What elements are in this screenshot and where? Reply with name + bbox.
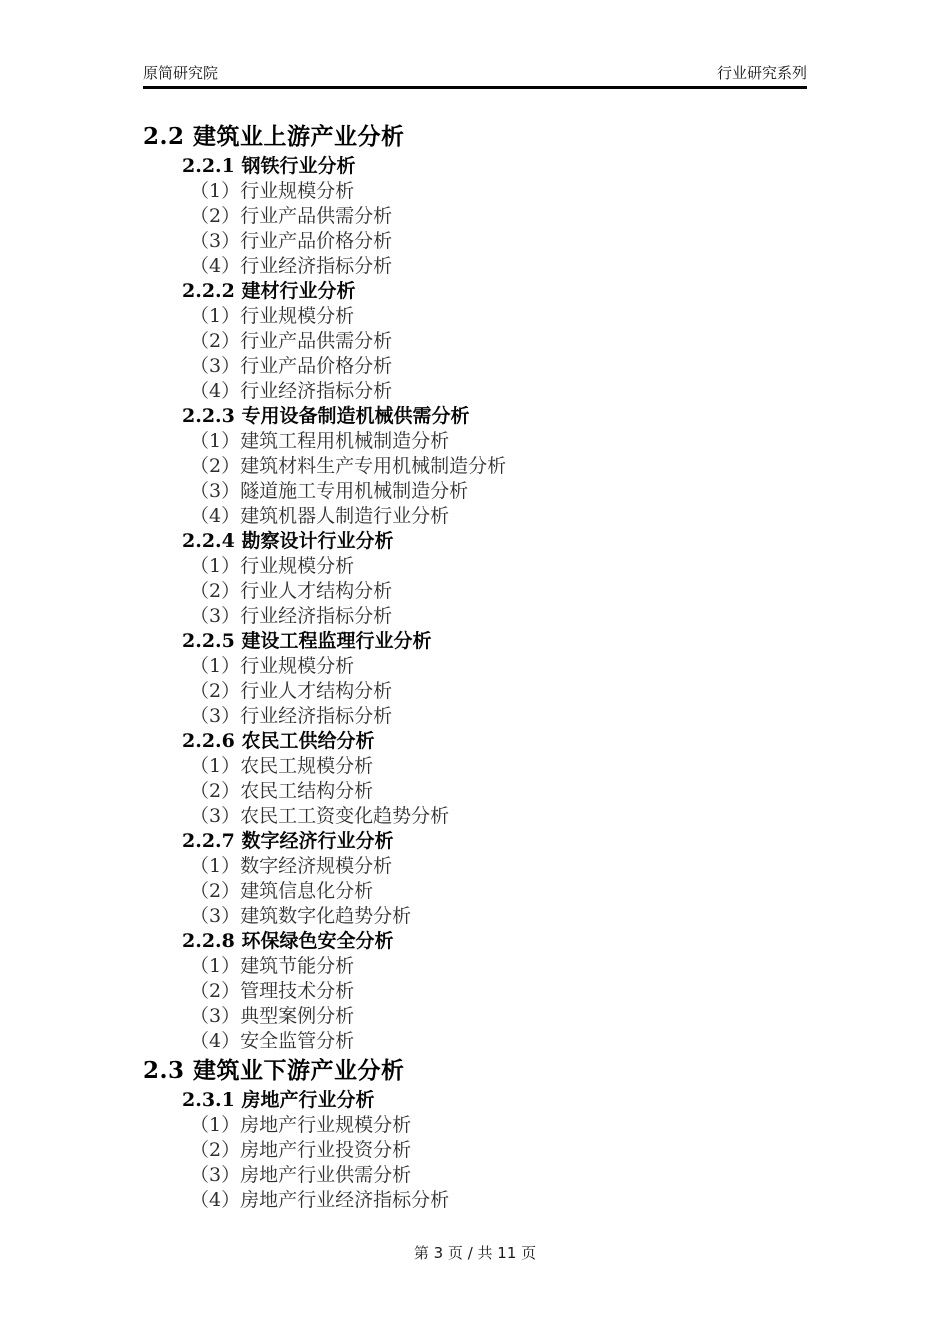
toc-entry-item: （1）行业规模分析 [190,655,355,677]
toc-entry-item: （2）建筑信息化分析 [190,880,374,902]
toc-entry-h1: 2.2 建筑业上游产业分析 [143,123,405,150]
toc-entry-item: （3）隧道施工专用机械制造分析 [190,480,469,502]
toc-entry-item: （3）典型案例分析 [190,1005,355,1027]
toc-entry-h2: 2.2.5 建设工程监理行业分析 [182,630,432,652]
toc-entry-item: （1）行业规模分析 [190,555,355,577]
page-number-label: 第 3 页 / 共 11 页 [413,1244,537,1262]
toc-entry-item: （3）行业经济指标分析 [190,705,393,727]
toc-entry-item: （1）建筑工程用机械制造分析 [190,430,450,452]
toc-entry-item: （3）建筑数字化趋势分析 [190,905,412,927]
toc-entry-h2: 2.2.4 勘察设计行业分析 [182,530,394,552]
toc-entry-item: （2）农民工结构分析 [190,780,374,802]
header-series-label: 行业研究系列 [716,64,807,82]
toc-entry-item: （3）农民工工资变化趋势分析 [190,805,450,827]
toc-entry-item: （1）房地产行业规模分析 [190,1114,412,1136]
toc-entry-item: （1）行业规模分析 [190,180,355,202]
toc-entry-item: （3）行业产品价格分析 [190,230,393,252]
toc-entry-item: （1）行业规模分析 [190,305,355,327]
toc-entry-item: （2）行业产品供需分析 [190,330,393,352]
toc-entry-item: （2）行业产品供需分析 [190,205,393,227]
toc-entry-item: （2）行业人才结构分析 [190,680,393,702]
toc-entry-h2: 2.2.1 钢铁行业分析 [182,155,356,177]
toc-entry-h2: 2.2.2 建材行业分析 [182,280,356,302]
toc-entry-h1: 2.3 建筑业下游产业分析 [143,1057,405,1084]
toc-entry-h2: 2.2.8 环保绿色安全分析 [182,930,394,952]
table-of-contents [143,120,903,1213]
toc-entry-item: （2）行业人才结构分析 [190,580,393,602]
toc-entry-item: （4）房地产行业经济指标分析 [190,1189,450,1211]
page-footer [0,1244,950,1263]
toc-entry-item: （3）行业经济指标分析 [190,605,393,627]
toc-entry-item: （3）行业产品价格分析 [190,355,393,377]
toc-entry-h2: 2.2.6 农民工供给分析 [182,730,375,752]
toc-entry-item: （1）数字经济规模分析 [190,855,393,877]
toc-entry-item: （4）建筑机器人制造行业分析 [190,505,450,527]
toc-entry-h2: 2.2.7 数字经济行业分析 [182,830,394,852]
toc-entry-item: （4）行业经济指标分析 [190,255,393,277]
toc-entry-item: （4）安全监管分析 [190,1030,355,1052]
toc-entry-item: （1）农民工规模分析 [190,755,374,777]
toc-entry-item: （2）房地产行业投资分析 [190,1139,412,1161]
toc-entry-item: （3）房地产行业供需分析 [190,1164,412,1186]
toc-entry-item: （2）管理技术分析 [190,980,355,1002]
toc-entry-h2: 2.3.1 房地产行业分析 [182,1089,375,1111]
toc-entry-h2: 2.2.3 专用设备制造机械供需分析 [182,405,470,427]
toc-entry-item: （4）行业经济指标分析 [190,380,393,402]
header-org-label: 原简研究院 [143,64,219,82]
page-header [143,64,807,89]
toc-entry-item: （2）建筑材料生产专用机械制造分析 [190,455,507,477]
toc-entry-item: （1）建筑节能分析 [190,955,355,977]
